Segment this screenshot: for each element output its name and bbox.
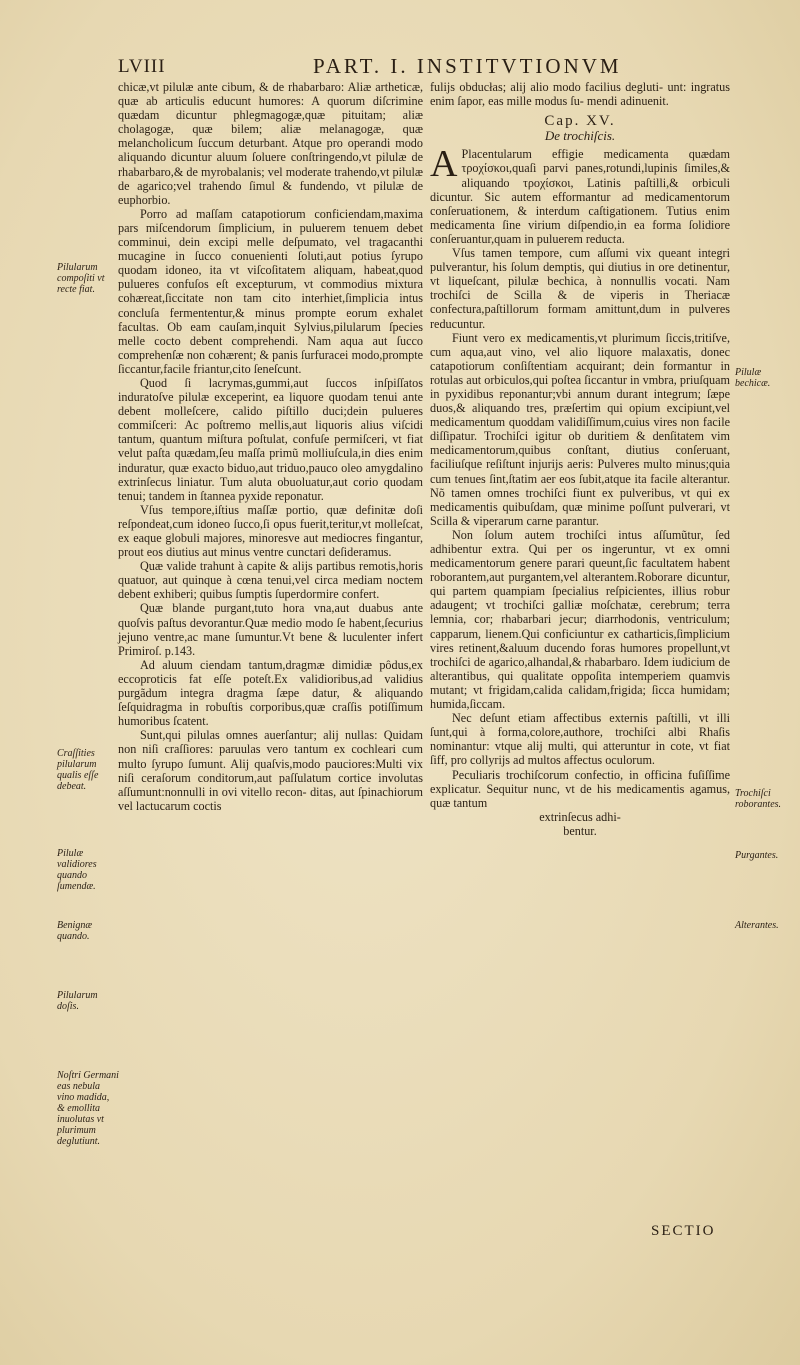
- left-column: [118, 80, 423, 813]
- marginal-note: Purgantes.: [735, 850, 779, 861]
- paragraph: Ad aluum ciendam tantum,dragmæ dimidiæ pôdus,ex eccoproticis fat eſſe poteſt.Ex validioribus,ad validius purgãdum integra dragma ſæpe datur, & aliquando ſeſquidragma in robuſtis corporibus,quæ craſſis potiſſimum humoribus ſcatent.: [118, 657, 423, 729]
- paragraph: Quæ valide trahunt à capite & alijs partibus remotis,horis quatuor, aut quinque à cœna tenui,vel circa mediam noctem debent exhiberi; quibus ſumptis ſuperdormire confert.: [118, 559, 423, 602]
- paragraph: Nec deſunt etiam affectibus externis paſtilli, vt illi ſunt,qui à forma,colore,authore, trochiſci albi Rhaſis nominantur: vtque alij multi, qui atteruntur in cote, vt fiat ſiff, pro collyrijs ad multos affectus oculorum.: [430, 711, 730, 768]
- folio-number: LVIII: [118, 56, 166, 77]
- marginal-note: Trochiſci roborantes.: [735, 788, 782, 810]
- marginal-note: Benignæ quando.: [57, 920, 92, 942]
- marginal-note: Pilularum doſis.: [57, 990, 98, 1012]
- marginal-note: Pilulæ bechicæ.: [735, 367, 771, 389]
- paragraph: Fiunt vero ex medicamentis,vt plurimum ſiccis,tritiſve, cum aqua,aut vino, vel alio liquore malaxatis, donec catapotiorum conſiſtentiam acquirant; dein formantur in rotulas aut orbiculos,qui poſtea ſiccantur in vmbra, priuſquam in pyxidibus reponantur;vbi annum durant integrum; ſæpe duos,& aliquando tres, præſertim qui opium excipiunt,vel medicamentum quoddam validiſſimum,cuius vires non facile diſſipatur. Trochiſci igitur ob duritiem & denſitatem vim medicamentorum,quibus conſtant, diutius conſeruant, faciliuſque reſiſtunt injurijs aeris: Pulveres multo minus;quia cum tenues ſint,ſtatim aer eos ſubit,atque ita facile alterantur. Nõ tamen omnes trochiſci fiunt ex pulveribus, vt qui ex medicamentis quibuſdam, quæ minime poſſunt pulverari, vt Scilla & viperarum carne parantur.: [430, 330, 730, 528]
- marginal-note: Pilularum compoſiti vt recte fiat.: [57, 262, 105, 295]
- paragraph: Peculiaris trochiſcorum confectio, in officina fuſiſſime explicatur. Sequitur nunc, vt de his medicamentis agamus, quæ tantum: [430, 767, 730, 810]
- marginal-note: Pilulæ validiores quando ſumendæ.: [57, 848, 97, 892]
- closing-line: extrinſecus adhi-: [539, 809, 621, 824]
- paragraph: Non ſolum autem trochiſci intus aſſumũtur, ſed adhibentur extra. Qui per os ingeruntur, vt ex omni medicamentorum genere parari queunt,ſic facultatem habent roborantem,aut purgantem,vel alterantem.Roborare dicuntur, qui partem quampiam ſpecialius reſpicientes, illius robur adaugent; vt trochiſci galliæ moſchatæ, cerebrum; terra lemnia, cor; rhabarbari jecur; diarrhodonis, ventriculum; capparum, lienem.Qui conficiuntur ex catharticis,ſimplicium vires retinent,&aluum ducendo foras humores propellunt,vt trochiſci de agarico,alhandal,& rhabarbaro. Idem iudicium de alterantibus, qui qualitate oppoſita intemperiem quamvis mutant; vt frigidam,calida calidam,frigida; ſicca humidam; humida,ſiccam.: [430, 527, 730, 712]
- paragraph: Quod ſi lacrymas,gummi,aut ſuccos inſpiſſatos induratoſve pilulæ exceperint, ea liquore quodam tenui ante debent molleſcere, calido piſtillo duci;dein pulueres commiſceri: Ac poſtremo mellis,aut liquoris alius viſcidi tantum, quantum miſtura poſtulat, confuſe permiſceri, vt fiat velut paſta quædam,ſeu maſſa primũ molliuſcula,in dies enim induratur, quæ exacto biduo,aut triduo,pauco oleo amygdalino extrinſecus liniatur. Tum aluta obuoluatur,aut corio quodam tenui; tandem in ſtannea pyxide reponatur.: [118, 375, 423, 503]
- paragraph: Quæ blande purgant,tuto hora vna,aut duabus ante quoſvis paſtus devorantur.Quæ medio modo ſe habent,ſecurius jejuno ventre,ac mane ſumuntur.Vt bene & luculenter infert Primiroſ. p.143.: [118, 601, 423, 658]
- paragraph: Vſus tempore,iſtius maſſæ portio, quæ definitæ doſi reſpondeat,cum idoneo ſucco,ſi opus fuerit,teritur,vt molleſcat, ex eaque globuli majores, minoresve aut mediocres fingantur, prout eos diutius aut minus ventre cunctari deſideramus.: [118, 502, 423, 560]
- marginal-note: Noſtri Germani eas nebula vino madida, & emollita inuolutas vt plurimum deglutiunt.: [57, 1070, 119, 1147]
- marginal-note: Alterantes.: [735, 920, 779, 931]
- right-column: [430, 80, 730, 838]
- paragraph: Vſus tamen tempore, cum aſſumi vix queant integri pulverantur, his ſolum demptis, qui diutius in ore detinentur, vt liqueſcant, pilulæ bechica, à nonnullis vocati. Nam trochiſci de Scilla & de viperis in Theriacæ confectura,paſtillorum formam amittunt,dum in pulveres reducuntur.: [430, 246, 730, 331]
- page-header: [118, 56, 748, 82]
- paragraph: [430, 143, 730, 246]
- paragraph: Porro ad maſſam catapotiorum conficiendam,maxima pars miſcendorum ſimplicium, in puluerem tenuem debet comminui, dein excipi melle deſpumato, vel tragacanthi mucagine in ſucco conuenienti ſoluti,aut potius ſyrupo quodam idoneo, ita vt viſcoſitatem aliquam, habeat,quod pulueres confuſos eſt excepturum, vt commodius mixtura cohæreat,ſiccitate non tam cito interhiet,ſimplicia intus concluſa fermententur,& minus prompte eorum exhalet facultas. Ob eam cauſam,inquit Sylvius,pilularum ſpecies melle cocto debent comprehendi. Nam aqua aut ſucco comprehenſæ non cohærent; & panis ſurfuracei modo,prompte ſiccantur,facile friantur,cito ſeneſcunt.: [118, 206, 423, 376]
- chapter-subtitle: De trochiſcis.: [544, 128, 616, 144]
- catchword: SECTIO: [651, 1223, 716, 1239]
- paragraph: fulijs obducłas; alij alio modo facilius degluti- unt: ingratus enim ſapor, eas mille modus ſu- mendi adinuenit.: [430, 80, 730, 109]
- closing-line: bentur.: [563, 823, 597, 838]
- chapter-title: Cap. XV.: [544, 113, 616, 130]
- drop-cap: A: [430, 143, 458, 186]
- paragraph: chicæ,vt pilulæ ante cibum, & de rhabarbaro: Aliæ artheticæ, quæ ab articulis educunt humores: A quorum diſcrimine quædam dicuntur phlegmagogæ,quæ pituitam; aliæ cholagogæ, quæ bilem; aliæ melanagogæ, quæ melancholicum ſuccum deturbant. Atque pro operandi modo aliquando dicuntur aluum ſoluere conſtringendo,vt pilulæ de rhabarbaro,& de myrobalanis; vel moderate trahendo,vt pilulæ de agarico;vel trahendo ſimul & fundendo, vt pilulæ de euphorbio.: [118, 80, 423, 207]
- paragraph: Sunt,qui pilulas omnes auerſantur; alij nullas: Quidam non niſi craſſiores: paruulas vero tantum ex cochleari cum multo ſyrupo ſumunt. Alij quaſvis,modo pauciores:Multi vix niſi ceraſorum conditorum,aut paſſulatum cortice involutas aſſumunt:nonnulli in ovi vitello recon- ditas, aut ſpinachiorum vel lactucarum coctis: [118, 728, 423, 813]
- marginal-note: Craſſities pilularum qualis eſſe debeat.: [57, 748, 99, 792]
- paragraph-text: Placentularum effigie medicamenta quædam τροχίσκοι,quaſi parvi panes,rotundi,lupinis ſimiles,& aliquando τροχίσκοι, Latinis paſtilli,& orbiculi dicuntur. Sic autem efformantur ad medicamentorum conſeruationem, & interdum caſtigationem. Tutius enim medicamenta ſine virium diſpendio,in ea forma ſolidiore conſeruantur,quam in puluerem reducta.: [430, 147, 730, 246]
- running-title: PART. I. INSTITVTIONVM: [313, 54, 622, 78]
